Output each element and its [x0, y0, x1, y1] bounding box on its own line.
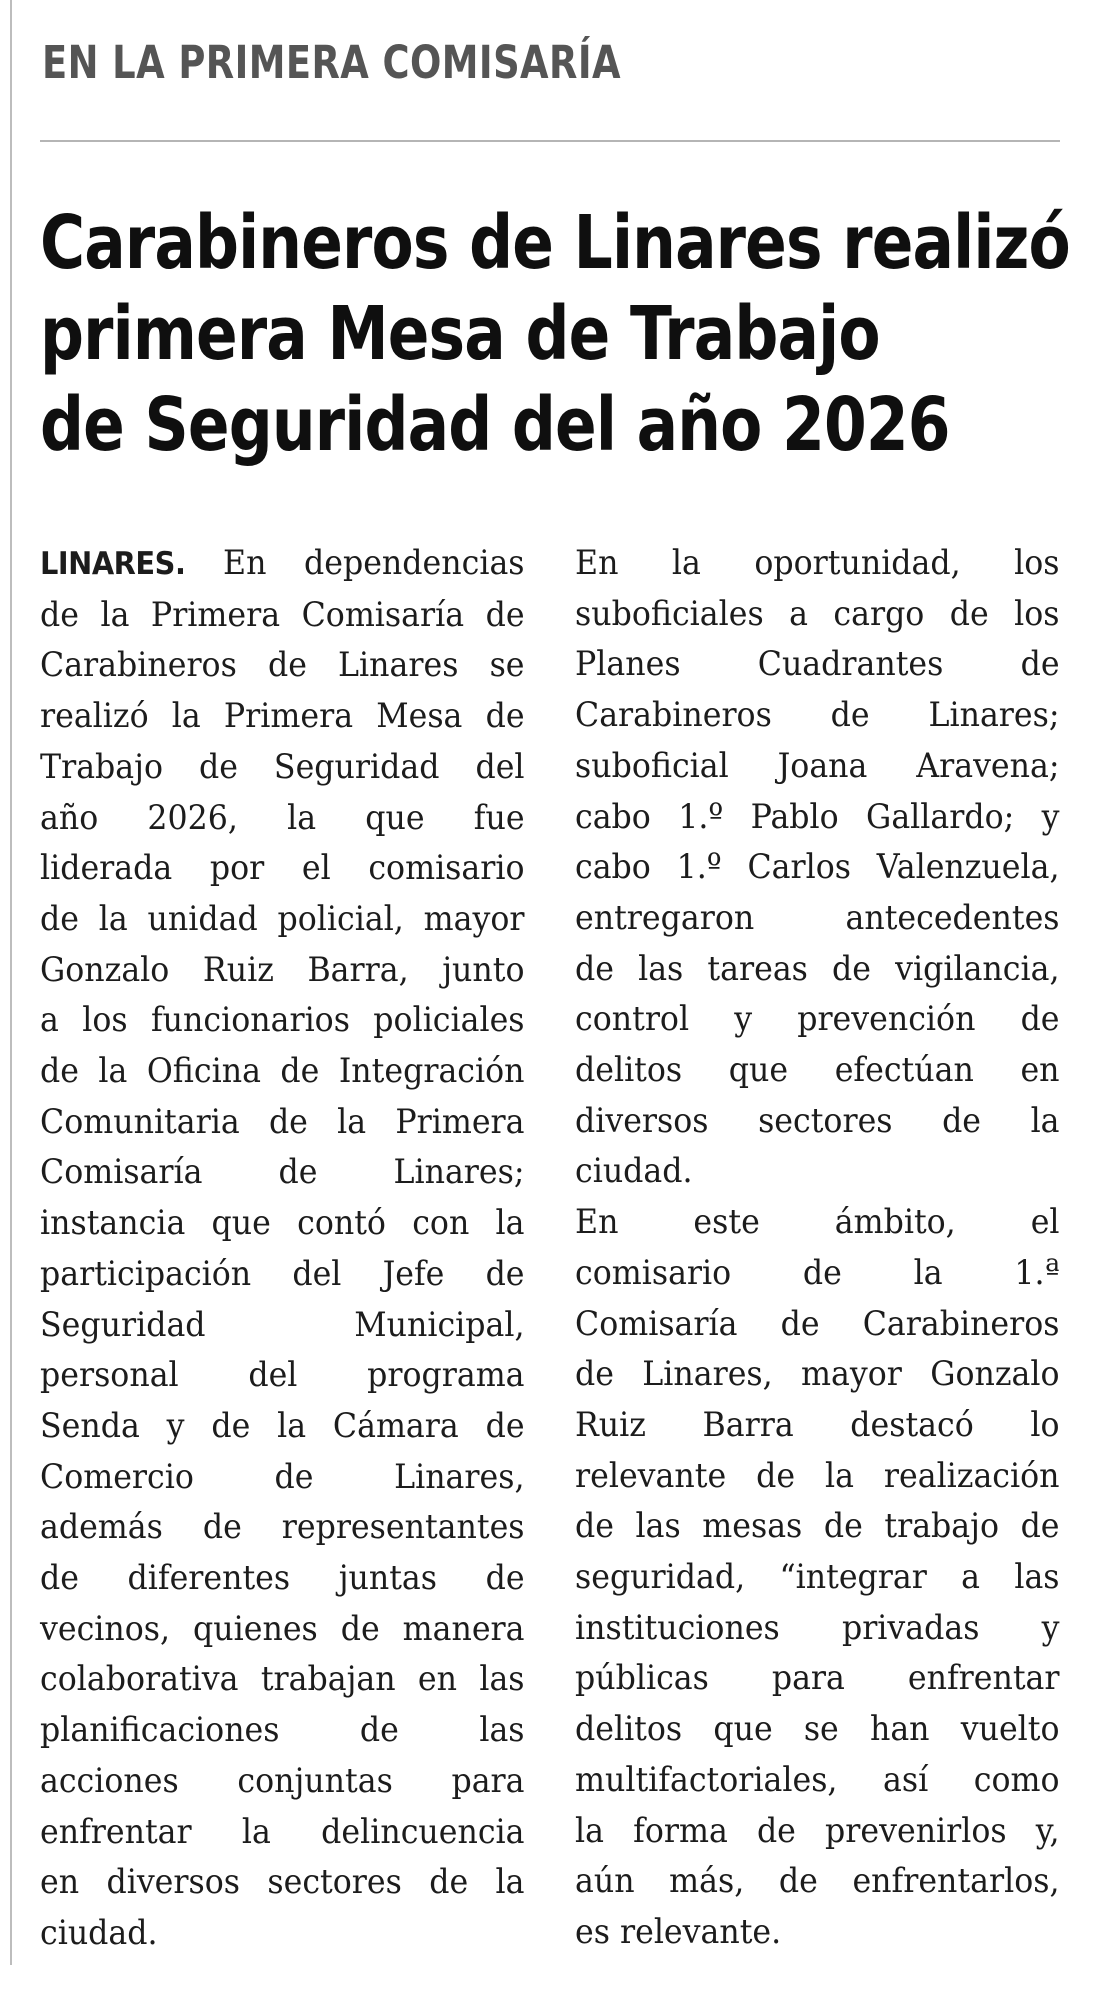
headline — [40, 198, 1070, 471]
body-line: Comercio de Linares, — [40, 1456, 525, 1497]
page-left-border — [10, 0, 12, 1965]
body-line: de la Oficina de Integración — [40, 1051, 525, 1092]
body-line: participación del Jefe de — [40, 1253, 525, 1294]
body-column-left — [40, 538, 525, 1959]
body-line: suboficiales a cargo de los — [575, 593, 1060, 634]
body-line: Comunitaria de la Primera — [40, 1101, 525, 1142]
body-line: colaborativa trabajan en las — [40, 1659, 525, 1700]
body-line: Carabineros de Linares; — [575, 695, 1060, 736]
body-line: instituciones privadas y — [575, 1607, 1060, 1648]
body-line: Seguridad Municipal, — [40, 1304, 525, 1345]
body-line: entregaron antecedentes — [575, 897, 1060, 938]
body-line: En este ámbito, el — [575, 1202, 1060, 1243]
body-line: es relevante. — [575, 1911, 782, 1952]
body-line: la forma de prevenirlos y, — [575, 1810, 1060, 1851]
body-line: relevante de la realización — [575, 1455, 1060, 1496]
body-line: multifactoriales, así como — [575, 1759, 1060, 1800]
body-line: Planes Cuadrantes de — [575, 644, 1060, 685]
body-line: Gonzalo Ruiz Barra, junto — [40, 949, 525, 990]
body-line: diversos sectores de la — [575, 1100, 1060, 1141]
body-line: Ruiz Barra destacó lo — [575, 1404, 1060, 1445]
body-line: año 2026, la que fue — [40, 797, 525, 838]
body-line: En la oportunidad, los — [575, 543, 1060, 583]
body-line: ciudad. — [575, 1151, 693, 1192]
body-line: Comisaría de Linares; — [40, 1152, 525, 1193]
body-line: realizó la Primera Mesa de — [40, 696, 525, 737]
headline-line: primera Mesa de Trabajo — [40, 291, 880, 377]
body-line-first-text: En dependencias — [223, 543, 525, 583]
body-line: Senda y de la Cámara de — [40, 1405, 525, 1446]
body-line: suboficial Joana Aravena; — [575, 745, 1060, 786]
body-line: liderada por el comisario — [40, 848, 525, 889]
body-column-right — [575, 538, 1060, 1958]
body-line: Trabajo de Seguridad del — [40, 746, 525, 787]
body-line: de la unidad policial, mayor — [40, 898, 525, 939]
body-line: instancia que contó con la — [40, 1203, 525, 1244]
kicker-divider — [40, 140, 1060, 142]
body-line: aún más, de enfrentarlos, — [575, 1861, 1060, 1902]
body-line: delitos que efectúan en — [575, 1050, 1060, 1091]
body-line: Comisaría de Carabineros — [575, 1303, 1060, 1344]
section-kicker: EN LA PRIMERA COMISARÍA — [42, 36, 621, 89]
body-line: de Linares, mayor Gonzalo — [575, 1354, 1060, 1395]
body-line: públicas para enfrentar — [575, 1658, 1060, 1699]
body-line: de la Primera Comisaría de — [40, 594, 525, 635]
body-line: control y prevención de — [575, 999, 1060, 1040]
body-line: de las tareas de vigilancia, — [575, 948, 1060, 989]
body-line: ciudad. — [40, 1912, 158, 1953]
body-column-left-text — [40, 538, 525, 1959]
body-line: comisario de la 1.ª — [575, 1252, 1060, 1293]
body-column-right-text — [575, 538, 1060, 1958]
body-line-first — [40, 538, 525, 590]
body-line: Carabineros de Linares se — [40, 645, 525, 686]
headline-line: Carabineros de Linares realizó — [40, 200, 1070, 286]
body-line: de las mesas de trabajo de — [575, 1506, 1060, 1547]
body-line: además de representantes — [40, 1507, 525, 1548]
headline-line: de Seguridad del año 2026 — [40, 382, 950, 468]
body-line: en diversos sectores de la — [40, 1862, 525, 1903]
body-line: delitos que se han vuelto — [575, 1709, 1060, 1750]
body-line: cabo 1.º Pablo Gallardo; y — [575, 796, 1060, 837]
body-line: seguridad, “integrar a las — [575, 1557, 1060, 1598]
body-line: enfrentar la delincuencia — [40, 1811, 525, 1852]
body-line: vecinos, quienes de manera — [40, 1608, 525, 1649]
body-line: cabo 1.º Carlos Valenzuela, — [575, 847, 1060, 888]
body-line: personal del programa — [40, 1355, 525, 1396]
body-line: planificaciones de las — [40, 1710, 525, 1751]
body-line: a los funcionarios policiales — [40, 1000, 525, 1041]
body-line: de diferentes juntas de — [40, 1558, 525, 1599]
dateline: LINARES. — [40, 546, 186, 582]
body-line: acciones conjuntas para — [40, 1760, 525, 1801]
